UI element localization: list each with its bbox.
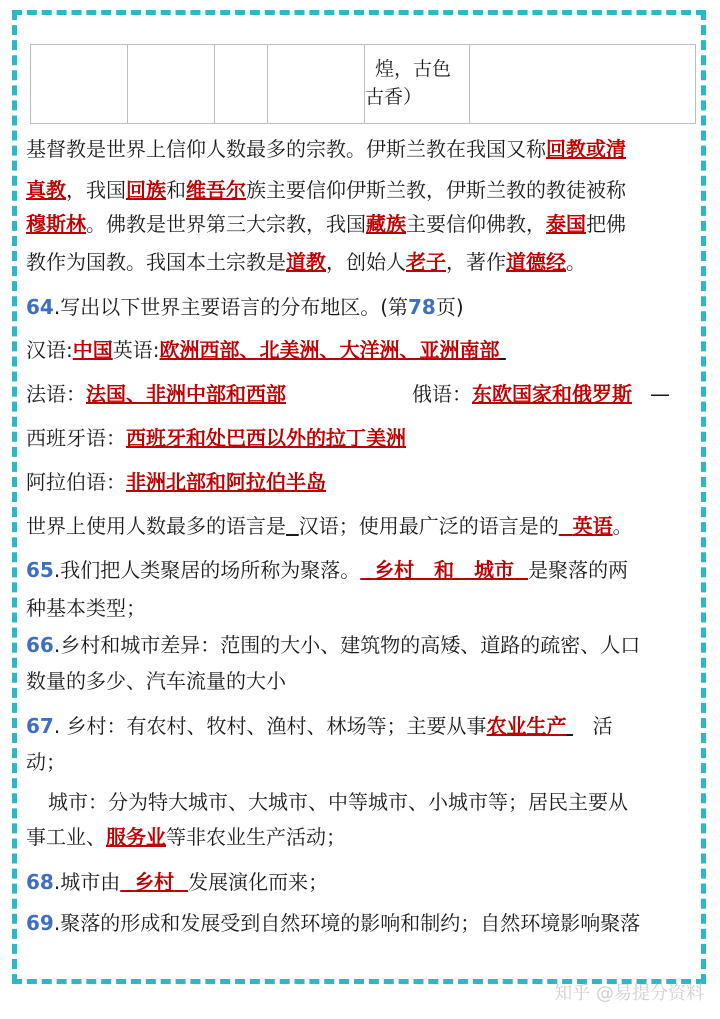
top-table [30, 44, 696, 124]
religion-line-2: 真教，我国回族和维吾尔族主要信仰伊斯兰教，伊斯兰教的教徒被称 [26, 178, 626, 202]
question-69: 69.聚落的形成和发展受到自然环境的影响和制约；自然环境影响聚落 [26, 911, 641, 935]
religion-line-3: 穆斯林。佛教是世界第三大宗教，我国藏族主要信仰佛教，泰国把佛 [26, 212, 626, 236]
question-66-line-2: 数量的多少、汽车流量的大小 [26, 669, 286, 693]
question-65: 65.我们把人类聚居的场所称为聚落。 乡村 和 城市 是聚落的两 [26, 558, 629, 582]
question-67-line-2: 动； [26, 750, 66, 774]
lang-ru: 俄语：东欧国家和俄罗斯 — [412, 382, 670, 406]
lang-fr-ru: 法语：法国、非洲中部和西部 [26, 382, 286, 406]
question-64: 64.写出以下世界主要语言的分布地区。(第78页) [26, 295, 464, 319]
question-67-line-4: 事工业、服务业等非农业生产活动； [26, 825, 346, 849]
lang-most: 世界上使用人数最多的语言是 汉语；使用最广泛的语言是的 英语。 [26, 514, 633, 538]
religion-line-1: 基督教是世界上信仰人数最多的宗教。伊斯兰教在我国又称回教或清 [26, 137, 626, 161]
lang-es: 西班牙语：西班牙和处巴西以外的拉丁美洲 [26, 426, 406, 450]
watermark: 知乎 @易提分资料 [554, 983, 704, 1004]
question-66: 66.乡村和城市差异：范围的大小、建筑物的高矮、道路的疏密、人口 [26, 633, 641, 657]
question-67: 67. 乡村：有农村、牧村、渔村、林场等；主要从事农业生产 活 [26, 714, 613, 738]
table-cell-text: 煌，古色 古香） [365, 58, 452, 108]
question-67-line-3: 城市：分为特大城市、大城市、中等城市、小城市等；居民主要从 [48, 790, 628, 814]
question-68: 68.城市由 乡村 发展演化而来； [26, 870, 329, 894]
lang-ar: 阿拉伯语：非洲北部和阿拉伯半岛 [26, 470, 326, 494]
religion-line-4: 教作为国教。我国本土宗教是道教，创始人老子，著作道德经。 [26, 250, 586, 274]
question-65-line-2: 种基本类型； [26, 596, 146, 620]
lang-han-eng: 汉语:中国英语:欧洲西部、北美洲、大洋洲、亚洲南部 [26, 338, 500, 362]
